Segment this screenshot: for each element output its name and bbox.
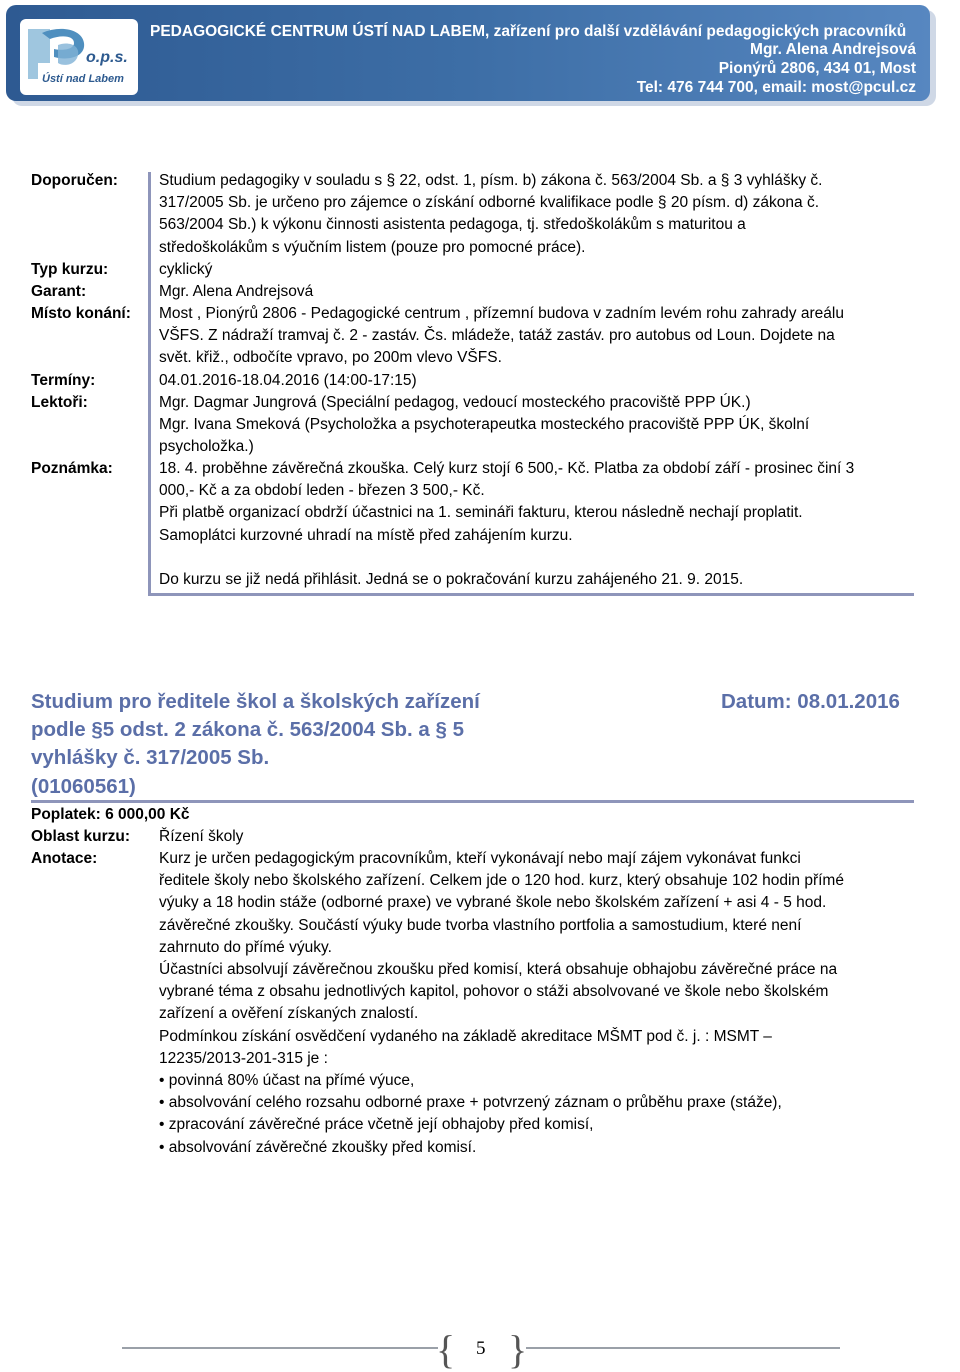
text-line: Samoplátci kurzovné uhradí na místě před zahájením kurzu. (159, 526, 573, 544)
text-line: 18. 4. proběhne závěrečná zkouška. Celý kurz stojí 6 500,- Kč. Platba za období září - prosinec činí 3 (159, 460, 855, 477)
text-line: ředitele školy nebo školského zařízení. Celkem jde o 120 hod. kurz, který obsahuje 102 hodin přímé (159, 872, 844, 890)
list-item: • absolvování závěrečné zkoušky před komisí. (159, 1137, 904, 1159)
label-oblast-kurzu: Oblast kurzu: (31, 828, 131, 845)
logo (20, 19, 138, 95)
page-number: 5 (476, 1338, 486, 1359)
text-line: Most , Pionýrů 2806 - Pedagogické centrum , přízemní budova v zadním levém rohu zahrady areálu (159, 305, 844, 322)
text-line: 563/2004 Sb.) k výkonu činnosti asistenta pedagoga, tj. středoškolákům s maturitou a (159, 216, 746, 234)
text-line (159, 547, 904, 569)
value-garant (159, 281, 904, 303)
text-line: Mgr. Dagmar Jungrová (Speciální pedagog, vedoucí mosteckého pracoviště PPP ÚK.) (159, 394, 751, 411)
text-line: Mgr. Alena Andrejsová (159, 283, 314, 300)
title-line: vyhlášky č. 317/2005 Sb. (31, 746, 270, 770)
list-item: • povinná 80% účast na přímé výuce, (159, 1070, 904, 1092)
text-line: psycholožka.) (159, 438, 254, 456)
course2-title-rule (31, 800, 914, 803)
value-oblast-kurzu (159, 826, 904, 848)
title-line: podle §5 odst. 2 zákona č. 563/2004 Sb. a § 5 (31, 718, 464, 742)
label-anotace: Anotace: (31, 850, 98, 867)
logo-city-text: Ústí nad Labem (42, 73, 124, 85)
text-line: Účastníci absolvují závěrečnou zkoušku před komisí, která obsahuje obhajobu závěrečné práce na (159, 961, 838, 979)
text-line: svět. křiž., odbočíte vpravo, po 200m vlevo VŠFS. (159, 349, 502, 367)
header-contact-name: Mgr. Alena Andrejsová (750, 41, 916, 58)
header-address: Pionýrů 2806, 434 01, Most (718, 60, 916, 77)
text-line: výuky a 18 hodin stáže (odborné praxe) ve vybrané škole nebo školském zařízení + asi 4 - 5 hod. (159, 894, 827, 912)
value-misto-konani (159, 303, 904, 370)
text-line: 000,- Kč a za období leden - březen 3 500,- Kč. (159, 482, 485, 500)
header-banner (6, 5, 930, 101)
list-item: • zpracování závěrečné práce včetně její obhajoby před komisí, (159, 1114, 904, 1136)
text-line: VŠFS. Z nádraží tramvaj č. 2 - zastáv. Čs. mládeže, tatáž zastáv. pro autobus od Loun. Dojdete na (159, 327, 835, 345)
value-doporucen (159, 170, 904, 259)
label-garant: Garant: (31, 283, 87, 300)
footer-right-brace-icon: } (508, 1327, 528, 1372)
text-line: závěrečné zkoušky. Součástí výuky bude tvorba vlastního portfolia a samostudium, které není (159, 916, 802, 934)
label-terminy: Termíny: (31, 372, 96, 389)
text-line: vybrané téma z obsahu jednotlivých kapitol, pohovor o stáži absolvované ve škole nebo školském (159, 983, 829, 1001)
text-line: Podmínkou získání osvědčení vydaného na základě akreditace MŠMT pod č. j. : MSMT – (159, 1027, 772, 1045)
label-lektori: Lektoři: (31, 394, 88, 411)
text-line: Mgr. Ivana Smeková (Psycholožka a psychoterapeutka mosteckého pracoviště PPP ÚK, školní (159, 416, 810, 434)
text-line: Do kurzu se již nedá přihlásit. Jedná se o pokračování kurzu zahájeného 21. 9. 2015. (159, 570, 744, 588)
value-typ-kurzu (159, 259, 904, 281)
label-poznamka: Poznámka: (31, 460, 113, 477)
header-phone-email: Tel: 476 744 700, email: most@pcul.cz (636, 79, 916, 96)
text-line: 317/2005 Sb. je určeno pro zájemce o získání odborné kvalifikace podle § 20 písm. d) zákona č. (159, 194, 819, 212)
course1-left-rule (148, 172, 151, 596)
title-line: (01060561) (31, 774, 136, 798)
label-doporucen: Doporučen: (31, 172, 118, 189)
logo-ops-text: o.p.s. (86, 49, 128, 66)
text-line: 12235/2013-201-315 je : (159, 1049, 328, 1067)
text-line: zahrnuto do přímé výuky. (159, 938, 332, 956)
text-line: zařízení a ověření získaných znalostí. (159, 1005, 419, 1023)
text-line: středoškolákům s výučním listem (pouze pro pomocné práce). (159, 238, 586, 256)
value-lektori (159, 392, 904, 459)
header-org-line: PEDAGOGICKÉ CENTRUM ÚSTÍ NAD LABEM, zařízení pro další vzdělávání pedagogických pracovníků (150, 23, 907, 40)
course1-bottom-rule (148, 593, 914, 596)
text-line: Studium pedagogiky v souladu s § 22, odst. 1, písm. b) zákona č. 563/2004 Sb. a § 3 vyhlášky č. (159, 172, 823, 189)
text-line: 04.01.2016-18.04.2016 (14:00-17:15) (159, 372, 417, 389)
text-line: Kurz je určen pedagogickým pracovníkům, kteří vykonávají nebo mají zájem vykonávat funkci (159, 850, 801, 867)
label-typ-kurzu: Typ kurzu: (31, 261, 109, 278)
value-poznamka (159, 458, 904, 591)
value-terminy (159, 370, 904, 392)
label-misto-konani: Místo konání: (31, 305, 131, 322)
footer-left-brace-icon: { (436, 1327, 456, 1372)
course2-date: Datum: 08.01.2016 (721, 690, 900, 713)
text-line: Při platbě organizací obdrží účastnici na 1. semináři fakturu, kterou následně nechají proplatit. (159, 504, 803, 522)
course2-title (31, 688, 501, 801)
text-line: cyklický (159, 261, 213, 278)
value-anotace (159, 848, 904, 1159)
footer-rule-left (122, 1347, 438, 1349)
list-item: • absolvování celého rozsahu odborné praxe + potvrzený záznam o průběhu praxe (stáže), (159, 1092, 904, 1114)
text-line: Řízení školy (159, 828, 244, 845)
footer-rule-right (526, 1347, 840, 1349)
course2-fee: Poplatek: 6 000,00 Kč (31, 806, 190, 823)
title-line: Studium pro ředitele škol a školských zařízení (31, 690, 480, 713)
